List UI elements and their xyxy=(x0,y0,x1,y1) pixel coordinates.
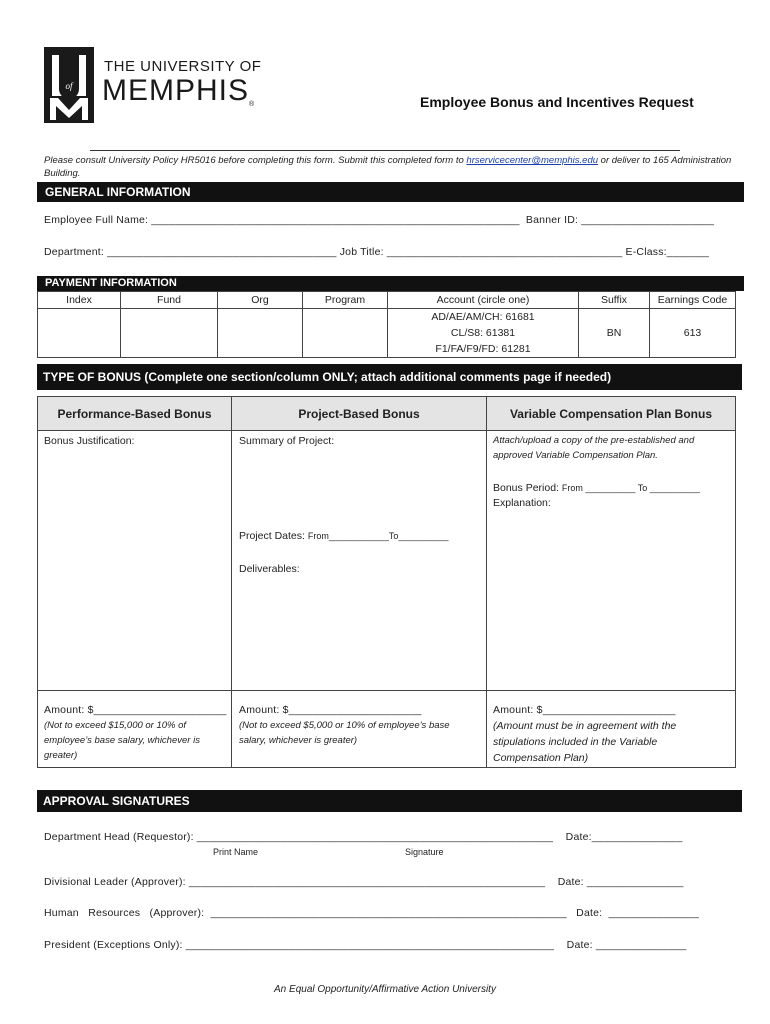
suffix-cell: BN xyxy=(579,309,650,358)
bonus-type-header: TYPE OF BONUS (Complete one section/column ONLY; attach additional comments page if needed) xyxy=(37,364,742,390)
project-amount-note: (Not to exceed $5,000 or 10% of employee’s base salary, whichever is greater) xyxy=(239,720,450,746)
amount-divider xyxy=(37,690,736,691)
account-cell[interactable] xyxy=(388,309,579,358)
org-cell[interactable] xyxy=(218,309,303,358)
divisional-leader-signature-field[interactable]: Divisional Leader (Approver): ___________________________________________________________ Date: ________________ xyxy=(44,876,684,888)
signature-caption: Signature xyxy=(405,847,444,857)
col-org: Org xyxy=(218,292,303,309)
payment-info-header: PAYMENT INFORMATION xyxy=(37,276,744,291)
president-signature-field[interactable]: President (Exceptions Only): _____________________________________________________________ Date: _______________ xyxy=(44,939,687,951)
vcp-amount-note: (Amount must be in agreement with the stipulations included in the Variable Compensation Plan) xyxy=(493,720,677,764)
logo-m-block xyxy=(46,96,92,120)
department-jobtitle-eclass-field[interactable]: Department: ______________________________________ Job Title: _______________________________________ E-Class:_______ xyxy=(44,246,710,258)
project-summary-label[interactable]: Summary of Project: xyxy=(239,435,335,447)
footer-text: An Equal Opportunity/Affirmative Action University xyxy=(274,984,496,995)
earnings-code-cell: 613 xyxy=(650,309,736,358)
column-divider-2 xyxy=(486,396,487,768)
logo-line2: MEMPHIS® xyxy=(102,74,256,108)
payment-value-row xyxy=(38,309,736,358)
employee-name-banner-field[interactable]: Employee Full Name: _____________________________________________________________ Banner ID: ______________________ xyxy=(44,214,715,226)
logo-of-text: of xyxy=(65,81,73,91)
email-link[interactable]: hrservicecenter@memphis.edu xyxy=(466,155,599,166)
logo-trademark: ® xyxy=(249,101,256,108)
project-header: Project-Based Bonus xyxy=(232,397,486,431)
form-title: Employee Bonus and Incentives Request xyxy=(420,94,694,110)
deliverables-label[interactable]: Deliverables: xyxy=(239,563,300,575)
col-fund: Fund xyxy=(121,292,218,309)
col-index: Index xyxy=(38,292,121,309)
title-rule xyxy=(90,150,680,151)
col-program: Program xyxy=(303,292,388,309)
col-suffix: Suffix xyxy=(579,292,650,309)
col-account: Account (circle one) xyxy=(388,292,579,309)
account-option-1[interactable]: AD/AE/AM/CH: 61681 xyxy=(431,311,535,323)
approval-header: APPROVAL SIGNATURES xyxy=(37,790,742,812)
variable-header: Variable Compensation Plan Bonus xyxy=(487,397,735,431)
intro-text: Please consult University Policy HR5016 before completing this form. Submit this completed form to hrservicecenter@memphis.edu or deliver to 165 Administration Building. xyxy=(44,155,732,179)
performance-header: Performance-Based Bonus xyxy=(38,397,231,431)
payment-header-row xyxy=(38,292,736,309)
project-dates-field[interactable]: Project Dates: From____________To__________ xyxy=(239,530,449,542)
hr-signature-field[interactable]: Human Resources (Approver): ___________________________________________________________ Date: _______________ xyxy=(44,907,700,919)
logo-line1: THE UNIVERSITY OF xyxy=(104,58,262,75)
explanation-label[interactable]: Explanation: xyxy=(493,497,551,509)
general-info-header: GENERAL INFORMATION xyxy=(37,182,744,202)
bonus-period-field[interactable]: Bonus Period: From __________ To __________ xyxy=(493,482,700,494)
vcp-amount-field[interactable]: Amount: $______________________ xyxy=(493,704,676,716)
performance-amount-note: (Not to exceed $15,000 or 10% of employee’s base salary, whichever is greater) xyxy=(44,720,200,761)
index-cell[interactable] xyxy=(38,309,121,358)
fund-cell[interactable] xyxy=(121,309,218,358)
payment-table xyxy=(37,291,736,358)
col-earnings-code: Earnings Code xyxy=(650,292,736,309)
project-amount-field[interactable]: Amount: $______________________ xyxy=(239,704,422,716)
print-name-caption: Print Name xyxy=(213,847,259,857)
bonus-justification-label[interactable]: Bonus Justification: xyxy=(44,435,135,447)
performance-amount-field[interactable]: Amount: $______________________ xyxy=(44,704,227,716)
dept-head-signature-field[interactable]: Department Head (Requestor): ___________________________________________________________ Date:_______________ xyxy=(44,831,683,843)
program-cell[interactable] xyxy=(303,309,388,358)
account-option-3[interactable]: F1/FA/F9/FD: 61281 xyxy=(435,343,531,355)
vcp-attach-note: Attach/upload a copy of the pre-established and approved Variable Compensation Plan. xyxy=(493,435,695,461)
account-option-2[interactable]: CL/S8: 61381 xyxy=(450,327,516,339)
column-divider-1 xyxy=(231,396,232,768)
